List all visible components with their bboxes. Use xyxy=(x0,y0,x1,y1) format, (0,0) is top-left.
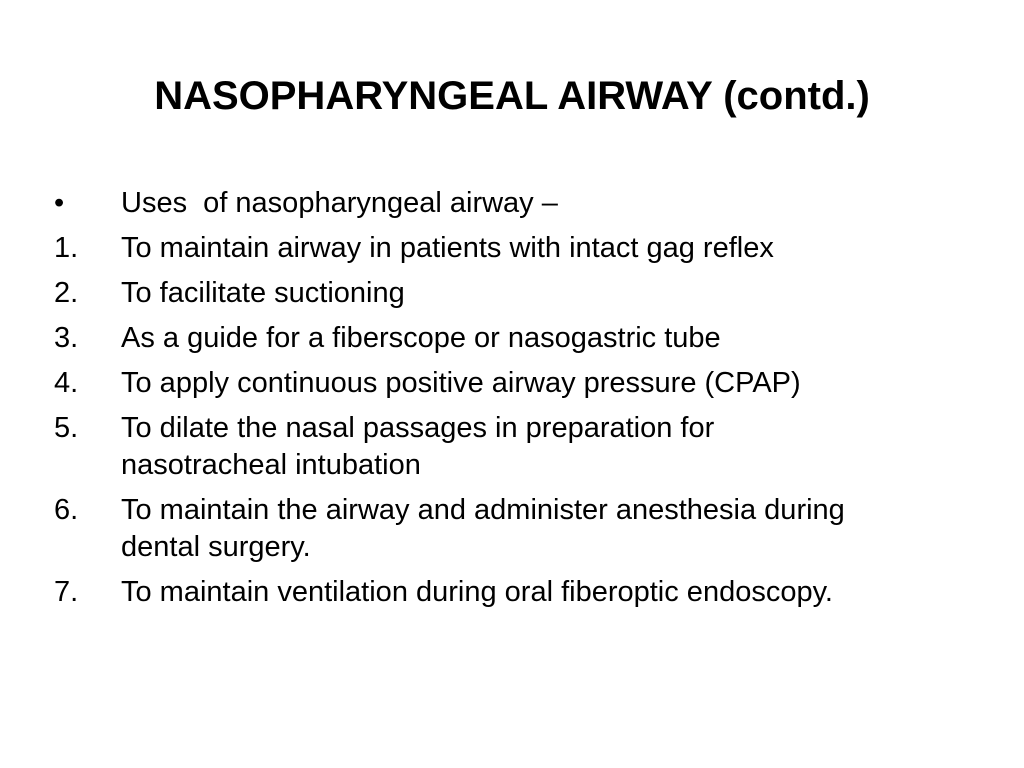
list-item-7 xyxy=(0,574,1000,611)
list-number: 1. xyxy=(54,232,79,264)
list-item-text: To dilate the nasal passages in preparation for nasotracheal intubation xyxy=(121,412,715,481)
list-item-text: To maintain the airway and administer anesthesia during dental surgery. xyxy=(121,494,845,563)
list-item-text: To maintain airway in patients with intact gag reflex xyxy=(121,232,774,264)
list-item-2 xyxy=(0,275,1000,312)
list-item-text: To maintain ventilation during oral fiberoptic endoscopy. xyxy=(121,576,833,608)
list-item-5 xyxy=(0,410,1000,484)
list-item-text: To facilitate suctioning xyxy=(121,277,405,309)
slide-content-list xyxy=(0,185,1000,619)
list-number: 6. xyxy=(54,494,79,526)
list-item-text: As a guide for a fiberscope or nasogastric tube xyxy=(121,322,721,354)
list-item-text: Uses of nasopharyngeal airway – xyxy=(121,187,558,219)
list-item-text: To apply continuous positive airway pressure (CPAP) xyxy=(121,367,801,399)
list-number: 7. xyxy=(54,576,79,608)
list-item-3 xyxy=(0,320,1000,357)
list-item-4 xyxy=(0,365,1000,402)
list-item-6 xyxy=(0,492,1000,566)
list-number: 5. xyxy=(54,412,79,444)
list-number: 3. xyxy=(54,322,79,354)
bullet-marker: • xyxy=(54,187,65,219)
list-item-bullet xyxy=(0,185,1000,222)
list-item-1 xyxy=(0,230,1000,267)
list-number: 2. xyxy=(54,277,79,309)
slide-title: NASOPHARYNGEAL AIRWAY (contd.) xyxy=(154,74,870,118)
list-number: 4. xyxy=(54,367,79,399)
